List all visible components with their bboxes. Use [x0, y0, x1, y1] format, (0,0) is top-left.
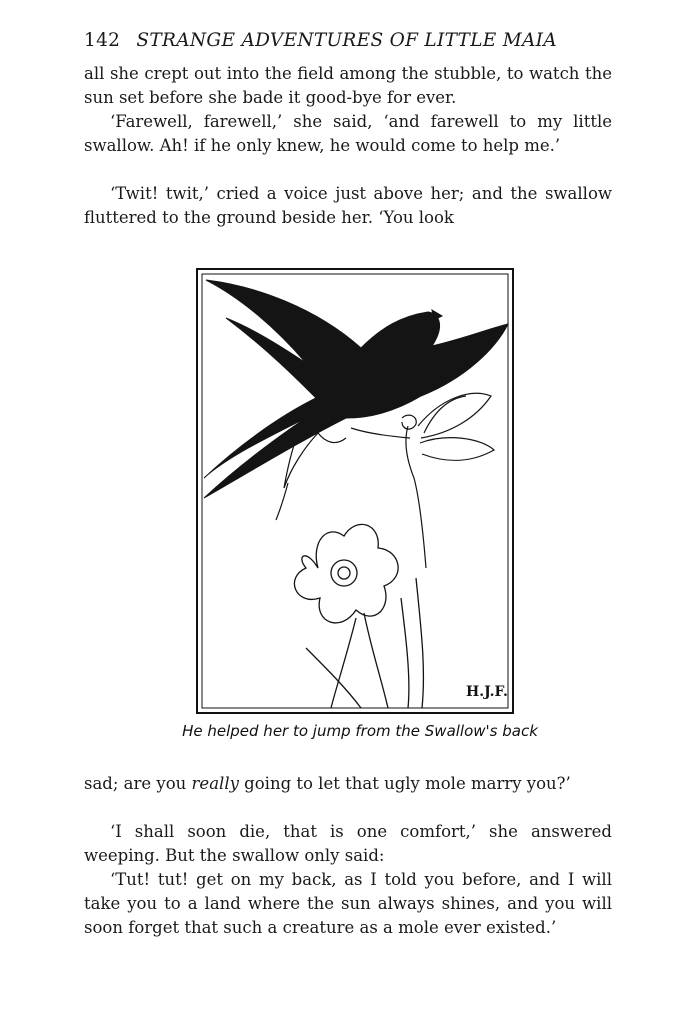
paragraph-3: ‘Twit! twit,’ cried a voice just above her; and the swallow fluttered to the ground beside her. ‘You look: [84, 184, 612, 227]
illustration-caption: He helped her to jump from the Swallow's back: [182, 722, 538, 740]
running-title: STRANGE ADVENTURES OF LITTLE MAIA: [136, 30, 557, 51]
paragraph-6: ‘Tut! tut! get on my back, as I told you before, and I will take you to a land where the sun always shines, and you will soon forget that such a creature as a mole ever existed.’: [84, 870, 612, 937]
swallow-drawing: [204, 280, 508, 498]
flower-drawing: [294, 524, 423, 708]
paragraph-2: ‘Farewell, farewell,’ she said, ‘and farewell to my little swallow. Ah! if he only knew, he would come to help me.’: [84, 112, 612, 155]
artist-monogram: H.J.F.: [466, 684, 508, 700]
emphasis-really: really: [191, 774, 239, 793]
paragraph-4: [84, 772, 612, 796]
paragraph-1: all she crept out into the field among the stubble, to watch the sun set before she bade it good-bye for ever.: [84, 64, 612, 107]
illustration-outer-frame: [197, 269, 513, 713]
paragraph-4-start: sad; are you: [84, 774, 192, 793]
paragraph-5: ‘I shall soon die, that is one comfort,’ she answered weeping. But the swallow only said:: [84, 822, 612, 865]
page-number: 142: [84, 30, 121, 51]
paragraph-4-end: going to let that ugly mole marry you?’: [238, 774, 571, 793]
illustration: [196, 268, 514, 714]
running-header: [84, 30, 614, 51]
